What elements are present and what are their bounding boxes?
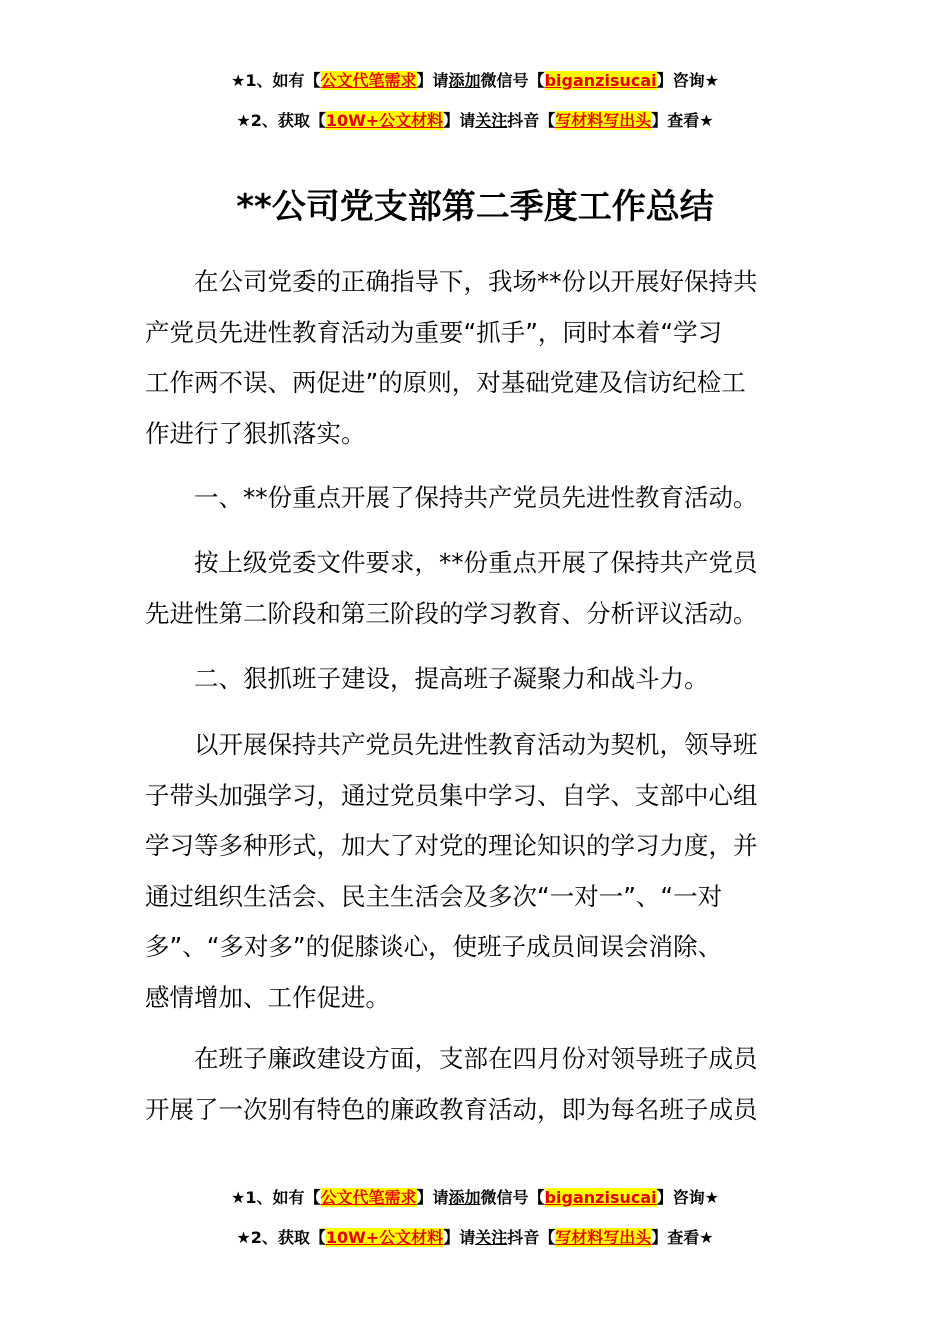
promo-text: 】请 bbox=[416, 71, 449, 90]
text-line: 通过组织生活会、民主生活会及多次“一对一”、“一对 bbox=[145, 881, 723, 911]
promo-underlined-text: 关注 bbox=[475, 111, 508, 130]
promo-highlight-materials: 10W+公文材料 bbox=[325, 1228, 444, 1247]
text-line: 学习等多种形式，加大了对党的理论知识的学习力度，并 bbox=[145, 831, 758, 860]
header-promo-line-2 bbox=[0, 110, 950, 132]
paragraph-section-1 bbox=[145, 538, 807, 639]
text-line: 子带头加强学习，通过党员集中学习、自学、支部中心组 bbox=[145, 780, 758, 810]
promo-suffix: 】咨询★ bbox=[656, 71, 719, 90]
text-line: 作进行了狠抓落实。 bbox=[145, 418, 366, 448]
text-line: 开展了一次别有特色的廉政教育活动，即为每名班子成员 bbox=[145, 1094, 758, 1124]
promo-underlined-text: 关注 bbox=[475, 1228, 508, 1247]
promo-text: 】请 bbox=[443, 111, 476, 130]
promo-prefix: ★1、如有【 bbox=[231, 1188, 321, 1207]
text-line: 按上级党委文件要求，**份重点开展了保持共产党员 bbox=[145, 548, 758, 577]
promo-text: 微信号【 bbox=[480, 71, 545, 90]
promo-suffix: 】咨询★ bbox=[656, 1188, 719, 1207]
text-line: 二、狠抓班子建设，提高班子凝聚力和战斗力。 bbox=[145, 664, 709, 693]
text-line: 在公司党委的正确指导下，我场**份以开展好保持共 bbox=[145, 267, 758, 296]
paragraph-integrity bbox=[145, 1034, 807, 1135]
section-heading-1 bbox=[145, 473, 807, 524]
promo-prefix: ★1、如有【 bbox=[231, 71, 321, 90]
promo-prefix: ★2、获取【 bbox=[236, 1228, 326, 1247]
promo-text: 抖音【 bbox=[507, 111, 556, 130]
promo-highlight-service: 公文代笔需求 bbox=[320, 1188, 417, 1207]
promo-underlined-text: 添加 bbox=[448, 71, 481, 90]
promo-text: 微信号【 bbox=[480, 1188, 545, 1207]
promo-text: 抖音【 bbox=[507, 1228, 556, 1247]
promo-highlight-wechat-id: biganzisucai bbox=[544, 1188, 657, 1207]
footer-promo-line-2 bbox=[0, 1227, 950, 1249]
promo-suffix: 】查看★ bbox=[651, 111, 714, 130]
text-line: 一、**份重点开展了保持共产党员先进性教育活动。 bbox=[145, 483, 758, 512]
promo-highlight-douyin-id: 写材料写出头 bbox=[555, 1228, 652, 1247]
promo-text: 】请 bbox=[416, 1188, 449, 1207]
promo-highlight-wechat-id: biganzisucai bbox=[544, 71, 657, 90]
promo-suffix: 】查看★ bbox=[651, 1228, 714, 1247]
promo-highlight-materials: 10W+公文材料 bbox=[325, 111, 444, 130]
promo-prefix: ★2、获取【 bbox=[236, 111, 326, 130]
header-promo-line-1 bbox=[0, 70, 950, 92]
footer-promo-line-1 bbox=[0, 1187, 950, 1209]
document-title: **公司党支部第二季度工作总结 bbox=[236, 187, 714, 227]
promo-text: 】请 bbox=[443, 1228, 476, 1247]
promo-highlight-service: 公文代笔需求 bbox=[320, 71, 417, 90]
promo-underlined-text: 添加 bbox=[448, 1188, 481, 1207]
paragraph-intro bbox=[145, 257, 807, 459]
section-heading-2 bbox=[145, 654, 807, 705]
promo-highlight-douyin-id: 写材料写出头 bbox=[555, 111, 652, 130]
text-line: 工作两不误、两促进”的原则，对基础党建及信访纪检工 bbox=[145, 368, 746, 397]
text-line: 以开展保持共产党员先进性教育活动为契机，领导班 bbox=[145, 730, 758, 759]
text-line: 先进性第二阶段和第三阶段的学习教育、分析评议活动。 bbox=[145, 598, 758, 628]
text-line: 多”、“多对多”的促膝谈心，使班子成员间误会消除、 bbox=[145, 932, 723, 961]
text-line: 感情增加、工作促进。 bbox=[145, 982, 390, 1012]
text-line: 产党员先进性教育活动为重要“抓手”，同时本着“学习 bbox=[145, 317, 723, 347]
text-line: 在班子廉政建设方面，支部在四月份对领导班子成员 bbox=[145, 1044, 758, 1073]
paragraph-section-2 bbox=[145, 720, 807, 1023]
